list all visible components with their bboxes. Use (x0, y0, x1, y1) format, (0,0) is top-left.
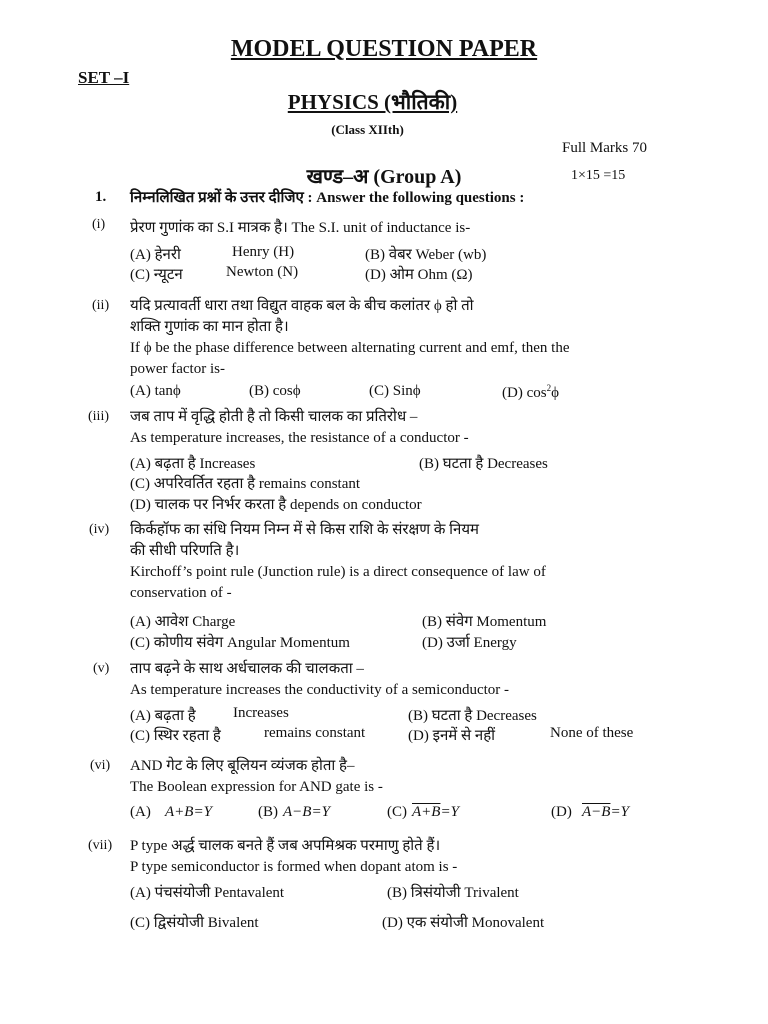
option-d-overline-term: A−B (582, 804, 611, 820)
option-c: (C) न्यूटन (130, 267, 183, 283)
question-line: की सीधी परिणति है। (130, 543, 240, 559)
option-c: (C) द्विसंयोजी Bivalent (130, 915, 259, 931)
question-number: (vi) (90, 758, 111, 773)
option-a-label: (A) (130, 804, 151, 820)
option-c: (C) Sinϕ (369, 383, 421, 399)
option-d-expression (582, 804, 629, 821)
instruction-text: निम्नलिखित प्रश्नों के उत्तर दीजिए : Answer the following questions : (130, 190, 525, 206)
option-b-label: (B) (258, 804, 278, 820)
option-b-expression: A−B=Y (283, 804, 330, 820)
option-c-expression (412, 804, 459, 821)
question-text: प्रेरण गुणांक का S.I मात्रक है। The S.I. unit of inductance is- (130, 220, 471, 236)
option-c-english: remains constant (264, 725, 366, 741)
option-a: (A) आवेश Charge (130, 614, 236, 630)
question-line: P type semiconductor is formed when dopant atom is - (130, 859, 458, 875)
option-a: (A) पंचसंयोजी Pentavalent (130, 885, 285, 901)
question-line: conservation of - (130, 585, 232, 601)
group-score: 1×15 =15 (571, 168, 626, 183)
full-marks: Full Marks 70 (562, 140, 648, 156)
question-number: (i) (92, 217, 106, 232)
option-c-english: Newton (N) (226, 264, 299, 280)
option-b: (B) संवेग Momentum (422, 614, 547, 630)
option-c-label: (C) (387, 804, 407, 820)
option-d: (D) ओम Ohm (Ω) (365, 267, 473, 283)
question-number: (iii) (88, 409, 109, 424)
option-a-english: Increases (233, 705, 289, 721)
option-d-english: None of these (550, 725, 634, 741)
question-text (130, 407, 657, 449)
option-d-exponent: 2 (546, 383, 552, 393)
option-d (502, 383, 559, 402)
option-a-english: Henry (H) (232, 244, 295, 260)
group-heading: खण्ड–अ (Group A) (306, 166, 462, 188)
question-line: यदि प्रत्यावर्ती धारा तथा विद्युत वाहक बल के बीच कलांतर ϕ हो तो (130, 298, 474, 314)
question-line: AND गेट के लिए बूलियन व्यंजक होता है– (130, 758, 355, 774)
question-line: As temperature increases the conductivity of a semiconductor - (130, 682, 510, 698)
option-c: (C) कोणीय संवेग Angular Momentum (130, 635, 350, 651)
option-b: (B) cosϕ (249, 383, 301, 399)
question-text (130, 520, 657, 604)
question-line: If ϕ be the phase difference between alternating current and emf, then the (130, 340, 570, 356)
question-line: power factor is- (130, 361, 225, 377)
option-d-cos: (D) cos (502, 385, 547, 401)
question-line: Kirchoff’s point rule (Junction rule) is a direct consequence of law of (130, 564, 546, 580)
option-c-result: =Y (440, 804, 459, 820)
question-line: शक्ति गुणांक का मान होता है। (130, 319, 289, 335)
question-line: किर्कहॉफ का संधि नियम निम्न में से किस राशि के संरक्षण के नियम (130, 522, 480, 538)
question-text (130, 659, 657, 701)
set-label: SET –I (78, 68, 130, 87)
option-d-label: (D) (551, 804, 572, 820)
option-a-expression: A+B=Y (165, 804, 212, 820)
option-b: (B) त्रिसंयोजी Trivalent (387, 885, 519, 901)
option-c: (C) स्थिर रहता है (130, 728, 221, 744)
question-line: The Boolean expression for AND gate is - (130, 779, 383, 795)
question-text (130, 756, 657, 798)
option-d: (D) चालक पर निर्भर करता है depends on conductor (130, 497, 422, 513)
question-line: ताप बढ़ने के साथ अर्धचालक की चालकता – (130, 661, 364, 677)
option-b: (B) घटता है Decreases (408, 708, 537, 724)
option-a: (A) tanϕ (130, 383, 181, 399)
question-number: (v) (93, 661, 110, 676)
question-number: (vii) (88, 838, 113, 853)
question-number: (iv) (89, 522, 110, 537)
subject-title: PHYSICS (भौतिकी) (287, 90, 458, 114)
option-d-phi: ϕ (551, 385, 559, 401)
option-d: (D) इनमें से नहीं (408, 728, 496, 744)
paper-title: MODEL QUESTION PAPER (230, 36, 538, 62)
option-d: (D) एक संयोजी Monovalent (382, 915, 545, 931)
question-line: P type अर्द्ध चालक बनते हैं जब अपमिश्रक परमाणु होते हैं। (130, 838, 441, 854)
option-a: (A) हेनरी (130, 247, 181, 263)
option-b: (B) घटता है Decreases (419, 456, 548, 472)
instruction-number: 1. (95, 189, 107, 205)
option-d: (D) उर्जा Energy (422, 635, 517, 651)
question-line: जब ताप में वृद्धि होती है तो किसी चालक का प्रतिरोध – (130, 409, 418, 425)
question-text (130, 836, 657, 878)
question-line: As temperature increases, the resistance of a conductor - (130, 430, 469, 446)
option-a: (A) बढ़ता है Increases (130, 456, 256, 472)
option-c: (C) अपरिवर्तित रहता है remains constant (130, 476, 361, 492)
question-text (130, 296, 657, 380)
question-number: (ii) (92, 298, 110, 313)
option-a: (A) बढ़ता है (130, 708, 196, 724)
class-label: (Class XIIth) (331, 122, 404, 137)
option-d-result: =Y (610, 804, 629, 820)
option-b: (B) वेबर Weber (wb) (365, 247, 487, 263)
option-c-overline-term: A+B (412, 804, 441, 820)
